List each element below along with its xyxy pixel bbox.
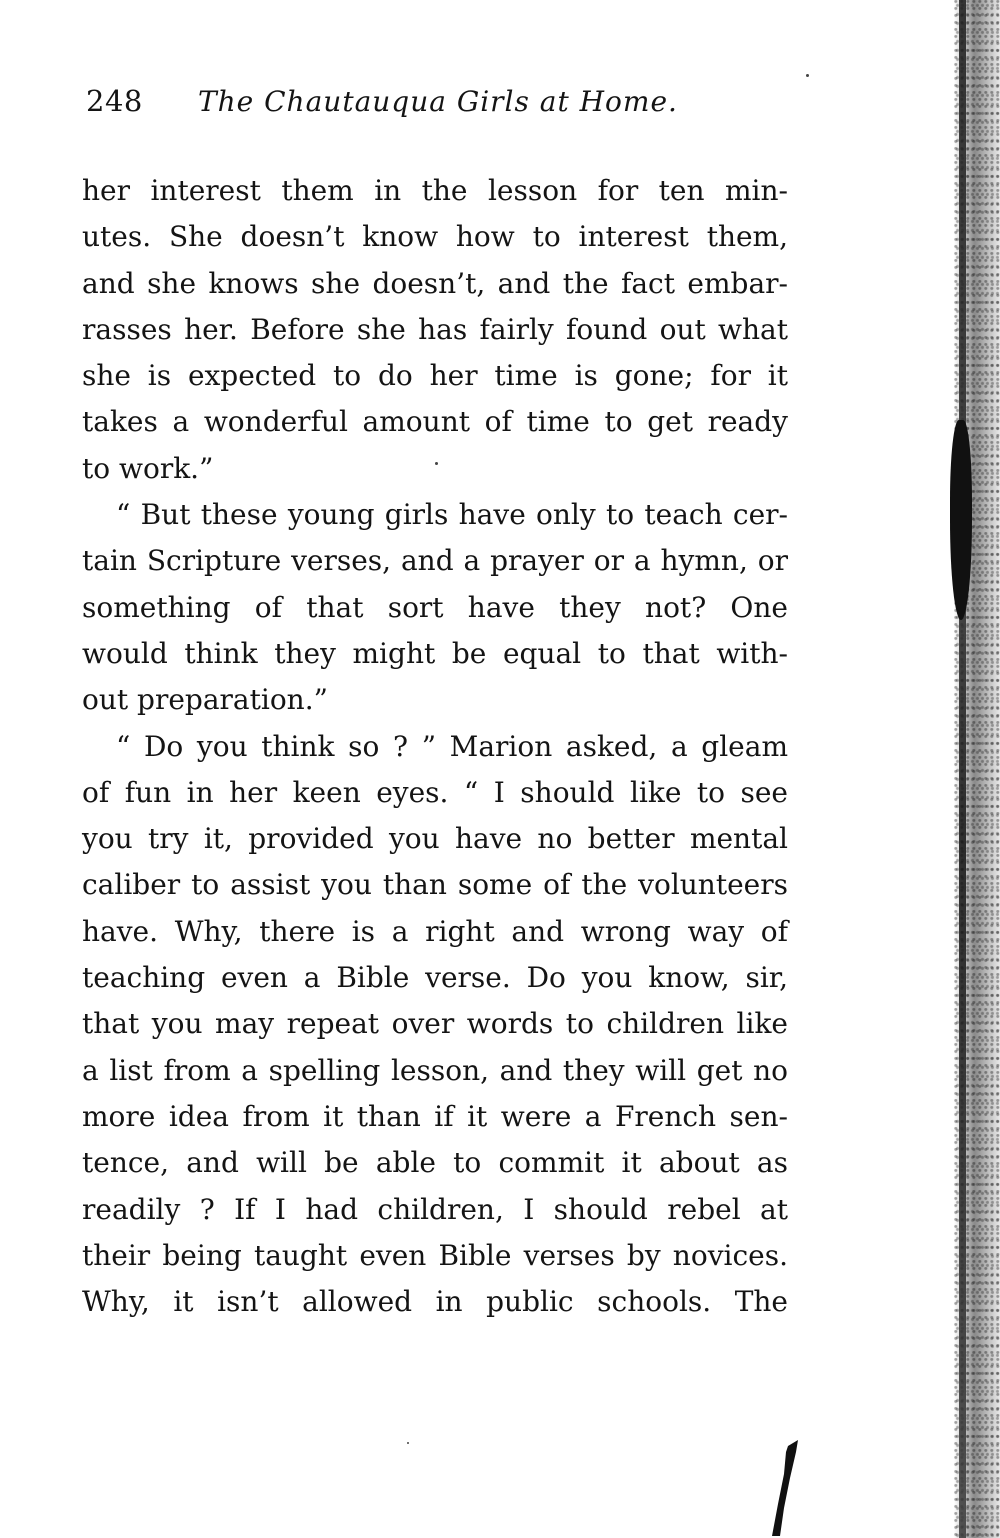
text-line: her interest them in the lesson for ten min- (82, 174, 788, 207)
text-line: rasses her. Before she has fairly found out what (82, 312, 788, 346)
text-line: something of that sort have they not? One (82, 590, 788, 624)
binding-shadow-line (959, 0, 966, 1538)
text-line: would think they might be equal to that with- (82, 636, 788, 670)
text-line: out preparation.” (82, 683, 328, 717)
text-line: you try it, provided you have no better mental (82, 822, 788, 856)
text-line: “ Do you think so ? ” Marion asked, a gleam (116, 729, 788, 763)
scan-speck (407, 1442, 409, 1444)
text-line: she is expected to do her time is gone; for it (82, 359, 788, 393)
page-number: 248 (86, 84, 143, 118)
text-line: caliber to assist you than some of the volunteers (82, 868, 788, 902)
text-line: have. Why, there is a right and wrong way of (82, 914, 788, 948)
text-line: more idea from it than if it were a French sen- (82, 1099, 788, 1133)
binding-ink-blot (950, 420, 972, 620)
text-line: Why, it isn’t allowed in public schools. The (82, 1285, 788, 1319)
text-line: their being taught even Bible verses by novices. (82, 1238, 788, 1272)
running-title: The Chautauqua Girls at Home. (197, 85, 678, 118)
text-line: to work.” (82, 451, 214, 485)
text-line: that you may repeat over words to children like (82, 1007, 788, 1041)
text-line: takes a wonderful amount of time to get ready (82, 405, 788, 439)
text-line: of fun in her keen eyes. “ I should like to see (82, 775, 788, 809)
scan-speck (806, 74, 809, 77)
body-text (82, 168, 788, 1325)
ink-stroke-mark (768, 1438, 808, 1538)
text-line: tence, and will be able to commit it about as (82, 1146, 788, 1180)
page-header (86, 84, 786, 130)
text-line: tain Scripture verses, and a prayer or a hymn, or (82, 544, 788, 578)
text-line: a list from a spelling lesson, and they will get no (82, 1053, 788, 1087)
text-line: “ But these young girls have only to teach cer- (116, 498, 788, 532)
text-line: teaching even a Bible verse. Do you know, sir, (82, 961, 788, 995)
scan-speck (435, 462, 438, 465)
text-line: and she knows she doesn’t, and the fact embar- (82, 266, 788, 300)
text-line: utes. She doesn’t know how to interest them, (82, 220, 788, 254)
text-line: readily ? If I had children, I should rebel at (82, 1192, 788, 1226)
